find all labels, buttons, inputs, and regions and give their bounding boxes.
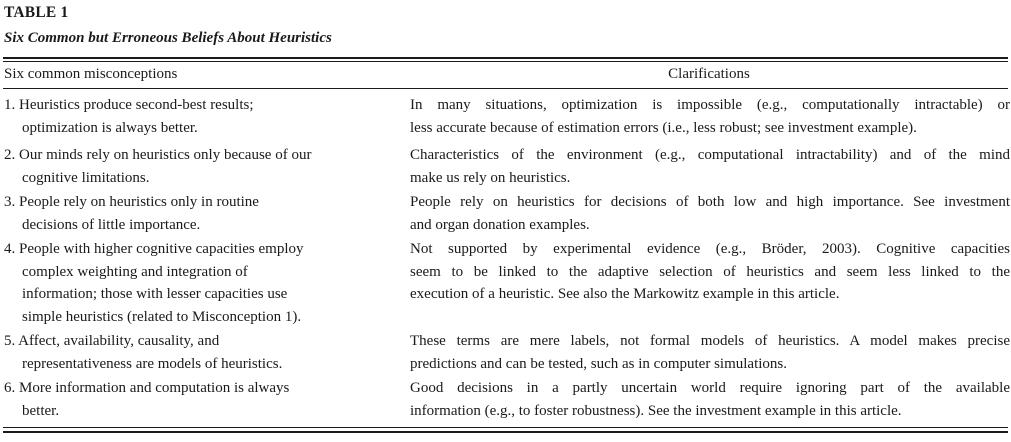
misconception-line: 5. Affect, availability, causality, and (4, 333, 220, 349)
misconception-line: cognitive limitations. (22, 169, 150, 186)
clarification-cell (410, 238, 1010, 306)
misconception-line: decisions of little importance. (22, 216, 201, 233)
misconception-line: 3. People rely on heuristics only in routine (4, 194, 259, 210)
top-rule-thick (3, 57, 1008, 59)
table-caption: Six Common but Erroneous Beliefs About Heuristics (4, 30, 332, 46)
misconception-line: 1. Heuristics produce second-best results; (4, 97, 254, 113)
header-rule (3, 88, 1008, 89)
misconception-line: representativeness are models of heuristics. (22, 355, 283, 372)
misconception-cell (4, 330, 394, 375)
misconception-line: complex weighting and integration of (22, 263, 248, 280)
clarification-line: Not supported by experimental evidence (e.g., Bröder, 2003). Cognitive capacities (410, 241, 1010, 257)
misconception-line: 4. People with higher cognitive capacities employ (4, 241, 304, 257)
misconception-line: 2. Our minds rely on heuristics only because of our (4, 147, 312, 163)
clarification-line: seem to be linked to the adaptive selection of heuristics and seem less linked to the (410, 263, 1010, 280)
misconception-cell (4, 94, 394, 139)
misconception-line: better. (22, 402, 60, 419)
misconception-cell (4, 238, 394, 328)
misconception-line: 6. More information and computation is always (4, 380, 290, 396)
misconception-cell (4, 377, 394, 422)
clarification-cell (410, 144, 1010, 189)
clarification-line: People rely on heuristics for decisions of both low and high importance. See investment (410, 194, 1010, 210)
clarification-line: These terms are mere labels, not formal models of heuristics. A model makes precise (410, 333, 1010, 349)
column-header-misconceptions: Six common misconceptions (4, 66, 178, 82)
clarification-line: Good decisions in a partly uncertain world require ignoring part of the available (410, 380, 1010, 396)
column-header-clarifications: Clarifications (668, 66, 750, 82)
clarification-line: information (e.g., to foster robustness). See the investment example in this article. (410, 402, 902, 419)
clarification-cell (410, 330, 1010, 375)
misconception-line: information; those with lesser capacities use (22, 286, 288, 302)
clarification-cell (410, 191, 1010, 236)
bottom-rule-thin (3, 427, 1008, 428)
clarification-line: In many situations, optimization is impossible (e.g., computationally intractable) or (410, 97, 1010, 113)
bottom-rule-thick (3, 431, 1008, 433)
clarification-line: Characteristics of the environment (e.g., computational intractability) and of the mind (410, 147, 1010, 163)
misconception-line: optimization is always better. (22, 119, 198, 136)
clarification-cell (410, 377, 1010, 422)
misconception-line: simple heuristics (related to Misconception 1). (22, 308, 302, 325)
table-label: TABLE 1 (4, 4, 69, 21)
misconception-cell (4, 144, 394, 189)
top-rule-thin (3, 61, 1008, 62)
clarification-cell (410, 94, 1010, 139)
clarification-line: predictions and can be tested, such as in computer simulations. (410, 355, 787, 372)
clarification-line: less accurate because of estimation errors (i.e., less robust; see investment example). (410, 119, 917, 136)
clarification-line: make us rely on heuristics. (410, 169, 571, 186)
misconception-cell (4, 191, 394, 236)
clarification-line: execution of a heuristic. See also the Markowitz example in this article. (410, 286, 840, 302)
clarification-line: and organ donation examples. (410, 216, 590, 233)
